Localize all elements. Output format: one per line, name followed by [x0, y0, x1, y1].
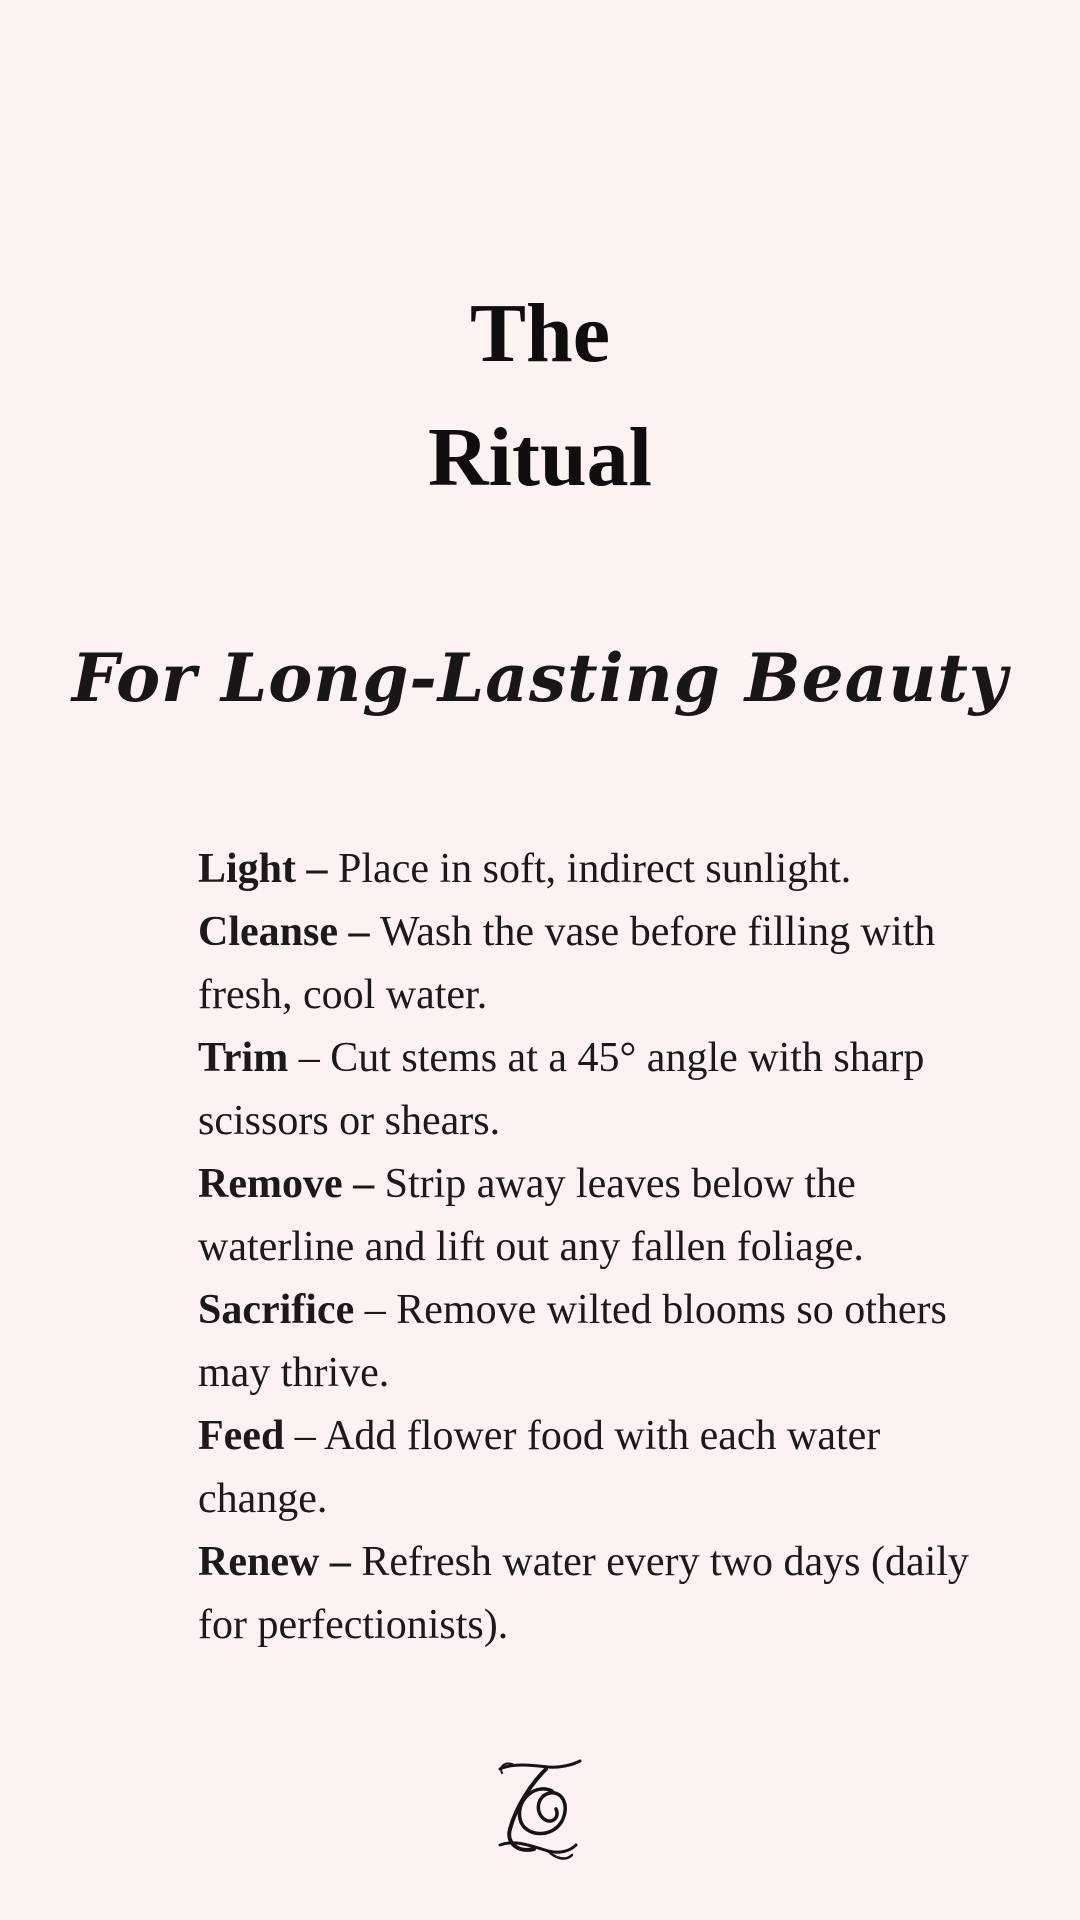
- step-item-feed: [198, 1405, 998, 1531]
- step-label: Remove: [198, 1161, 343, 1207]
- step-separator: –: [288, 1035, 331, 1081]
- step-label: Trim: [198, 1035, 289, 1081]
- step-separator: –: [296, 846, 339, 892]
- step-text: Refresh water every two days (daily for perfectionists).: [198, 1539, 969, 1648]
- step-item-remove: [198, 1153, 998, 1279]
- ritual-steps-list: [198, 838, 998, 1657]
- page-title-line-1: The: [469, 287, 611, 380]
- step-text: Remove wilted blooms so others may thrive.: [198, 1287, 947, 1396]
- step-label: Feed: [198, 1413, 285, 1459]
- step-separator: –: [319, 1539, 362, 1585]
- step-label: Light: [198, 846, 297, 892]
- step-separator: –: [284, 1413, 324, 1459]
- step-item-cleanse: [198, 901, 998, 1027]
- step-label: Cleanse: [198, 909, 338, 955]
- step-item-light: [198, 838, 998, 901]
- step-label: Renew: [198, 1539, 320, 1585]
- step-separator: –: [342, 1161, 385, 1207]
- step-text: Place in soft, indirect sunlight.: [338, 846, 852, 892]
- monogram-logo-icon: [490, 1755, 590, 1865]
- step-separator: –: [338, 909, 380, 955]
- page-subtitle: For Long-Lasting Beauty: [71, 639, 1009, 717]
- step-item-trim: [198, 1027, 998, 1153]
- step-text: Add flower food with each water change.: [198, 1413, 881, 1522]
- step-item-sacrifice: [198, 1279, 998, 1405]
- step-text: Cut stems at a 45° angle with sharp scissors or shears.: [198, 1035, 925, 1144]
- step-text: Strip away leaves below the waterline and lift out any fallen foliage.: [198, 1161, 864, 1270]
- page-title-line-2: Ritual: [427, 411, 653, 504]
- step-item-renew: [198, 1531, 998, 1657]
- step-label: Sacrifice: [198, 1287, 355, 1333]
- step-text: Wash the vase before filling with fresh, cool water.: [198, 909, 936, 1018]
- step-separator: –: [354, 1287, 397, 1333]
- page-title: [0, 272, 1080, 520]
